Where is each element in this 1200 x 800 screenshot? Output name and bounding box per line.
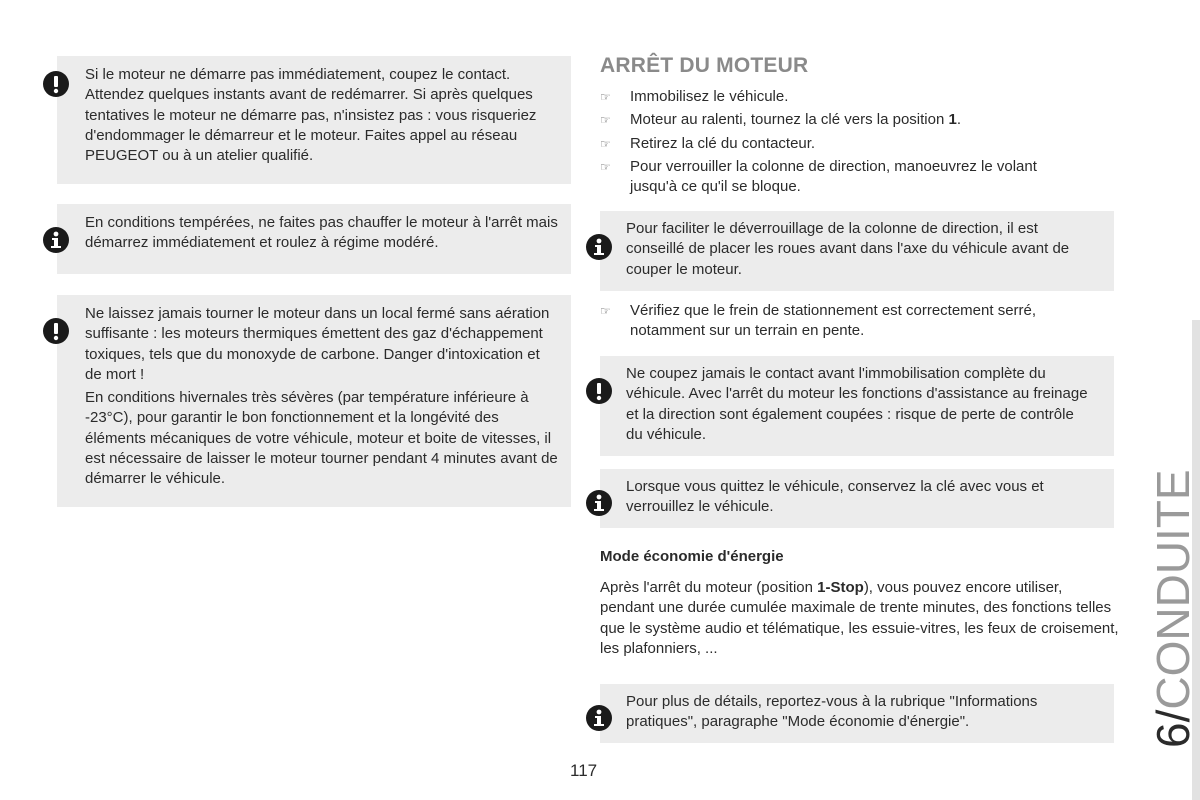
warning-note-ignition [600,356,1114,456]
step-list-1 [600,87,1080,200]
note-text: Ne laissez jamais tourner le moteur dans un local fermé sans aération suffisante : les moteurs thermiques émettent des gaz d'échappement toxiques, tels que du monoxyde de carbone. Danger d'intoxication et de mort ! En conditions hivernales très sévères (par température inférieure à -23°C), pour garantir le bon fonctionnement et la longévité des éléments mécaniques de votre véhicule, moteur et boite de vitesses, il est nécessaire de laisser le moteur tourner pendant 4 minutes avant de démarrer le véhicule. [85,305,558,488]
energy-mode-text: Après l'arrêt du moteur (position 1-Stop), vous pouvez encore utiliser, pendant une durée cumulée maximale de trente minutes, des fonctions telles que le système audio et télématique, les essuie-vitres, les feux de croisement, les plafonniers, ... [600,579,1119,657]
info-note-warm-up [57,204,571,274]
chapter-title: CONDUITE [1147,469,1199,710]
note-text: Pour faciliter le déverrouillage de la colonne de direction, il est conseillé de placer les roues avant dans l'axe du véhicule avant de couper le moteur. [626,220,1070,278]
info-note-key [600,469,1114,528]
chapter-number: 6/ [1147,709,1199,748]
section-title: ARRÊT DU MOTEUR [600,54,809,77]
page-number: 117 [570,761,598,780]
warning-icon [43,71,69,97]
info-icon [586,234,612,260]
list-item: ☞ Pour verrouiller la colonne de direction, manoeuvrez le volant jusqu'à ce qu'il se bloque. [600,157,1080,198]
note-text: Pour plus de détails, reportez-vous à la rubrique "Informations pratiques", paragraphe "Mode économie d'énergie". [626,693,1038,731]
hand-pointer-icon: ☞ [600,90,611,104]
list-item: ☞ Retirez la clé du contacteur. [600,134,1080,154]
info-note-steering-lock [600,211,1114,291]
warning-icon [586,378,612,404]
info-icon [43,227,69,253]
hand-pointer-icon: ☞ [600,304,611,318]
chapter-label [1147,469,1199,748]
warning-note-closed-room [57,295,571,507]
list-item: ☞ Immobilisez le véhicule. [600,87,1080,107]
list-item: ☞ Moteur au ralenti, tournez la clé vers la position 1. [600,110,1080,130]
warning-icon [43,318,69,344]
hand-pointer-icon: ☞ [600,159,611,174]
note-text: Lorsque vous quittez le véhicule, conservez la clé avec vous et verrouillez le véhicule. [626,478,1044,516]
note-text: Si le moteur ne démarre pas immédiatement, coupez le contact. Attendez quelques instants avant de redémarrer. Si après quelques tentatives le moteur ne démarre pas, n'insistez pas : vous risqueriez d'endommager le démarreur et le moteur. Faites appel au réseau PEUGEOT ou à un atelier qualifié. [85,66,537,165]
warning-note-engine-start [57,56,571,184]
info-note-more-details [600,684,1114,743]
note-text: Ne coupez jamais le contact avant l'immobilisation complète du véhicule. Avec l'arrêt du moteur les fonctions d'assistance au freinage et la direction sont également coupées : risque de perte de contrôle du véhicule. [626,365,1088,443]
energy-mode-heading: Mode économie d'énergie [600,548,784,565]
info-icon [586,705,612,731]
hand-pointer-icon: ☞ [600,113,611,128]
hand-pointer-icon: ☞ [600,136,611,151]
step-list-2 [600,301,1080,345]
note-text: En conditions tempérées, ne faites pas chauffer le moteur à l'arrêt mais démarrez immédiatement et roulez à régime modéré. [85,214,558,252]
info-icon [586,490,612,516]
list-item: ☞ Vérifiez que le frein de stationnement est correctement serré, notamment sur un terrain en pente. [600,301,1080,342]
